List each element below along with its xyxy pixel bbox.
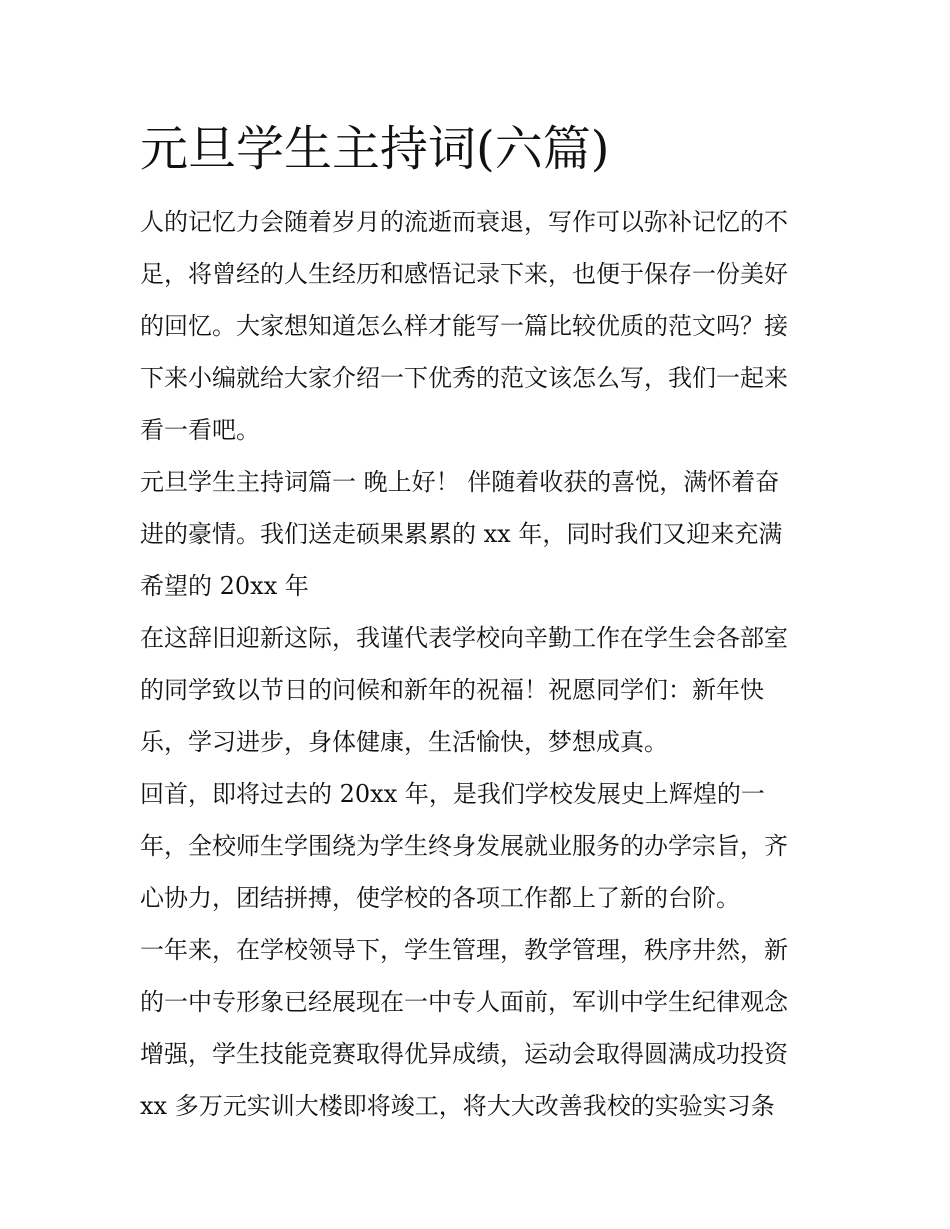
text-line: 元旦学生主持词篇一 晚上好！ 伴随着收获的喜悦，满怀着奋 <box>140 468 780 496</box>
document-title: 元旦学生主持词(六篇) <box>140 121 610 177</box>
text-line: xx 多万元实训大楼即将竣工，将大大改善我校的实验实习条 <box>140 1092 775 1120</box>
text-line: 一年来，在学校领导下，学生管理，教学管理，秩序井然，新 <box>140 936 788 964</box>
text-line: 希望的 20xx 年 <box>140 572 309 600</box>
document-body <box>140 196 830 1132</box>
text-line: 的回忆。大家想知道怎么样才能写一篇比较优质的范文吗？接 <box>140 312 788 340</box>
text-line: 心协力，团结拼搏，使学校的各项工作都上了新的台阶。 <box>140 884 740 912</box>
text-line: 人的记忆力会随着岁月的流逝而衰退，写作可以弥补记忆的不 <box>140 208 788 236</box>
text-line: 的一中专形象已经展现在一中专人面前，军训中学生纪律观念 <box>140 988 788 1016</box>
text-line: 年，全校师生学围绕为学生终身发展就业服务的办学宗旨，齐 <box>140 832 788 860</box>
text-line: 足，将曾经的人生经历和感悟记录下来，也便于保存一份美好 <box>140 260 788 288</box>
text-line: 看一看吧。 <box>140 416 260 444</box>
text-line: 回首，即将过去的 20xx 年，是我们学校发展史上辉煌的一 <box>140 780 765 808</box>
text-line: 乐，学习进步，身体健康，生活愉快，梦想成真。 <box>140 728 668 756</box>
text-line: 下来小编就给大家介绍一下优秀的范文该怎么写，我们一起来 <box>140 364 788 392</box>
text-line: 的同学致以节日的问候和新年的祝福！祝愿同学们：新年快 <box>140 676 764 704</box>
text-line: 进的豪情。我们送走硕果累累的 xx 年，同时我们又迎来充满 <box>140 520 783 548</box>
text-line: 在这辞旧迎新这际，我谨代表学校向辛勤工作在学生会各部室 <box>140 624 788 652</box>
text-line: 增强，学生技能竞赛取得优异成绩，运动会取得圆满成功投资 <box>140 1040 788 1068</box>
